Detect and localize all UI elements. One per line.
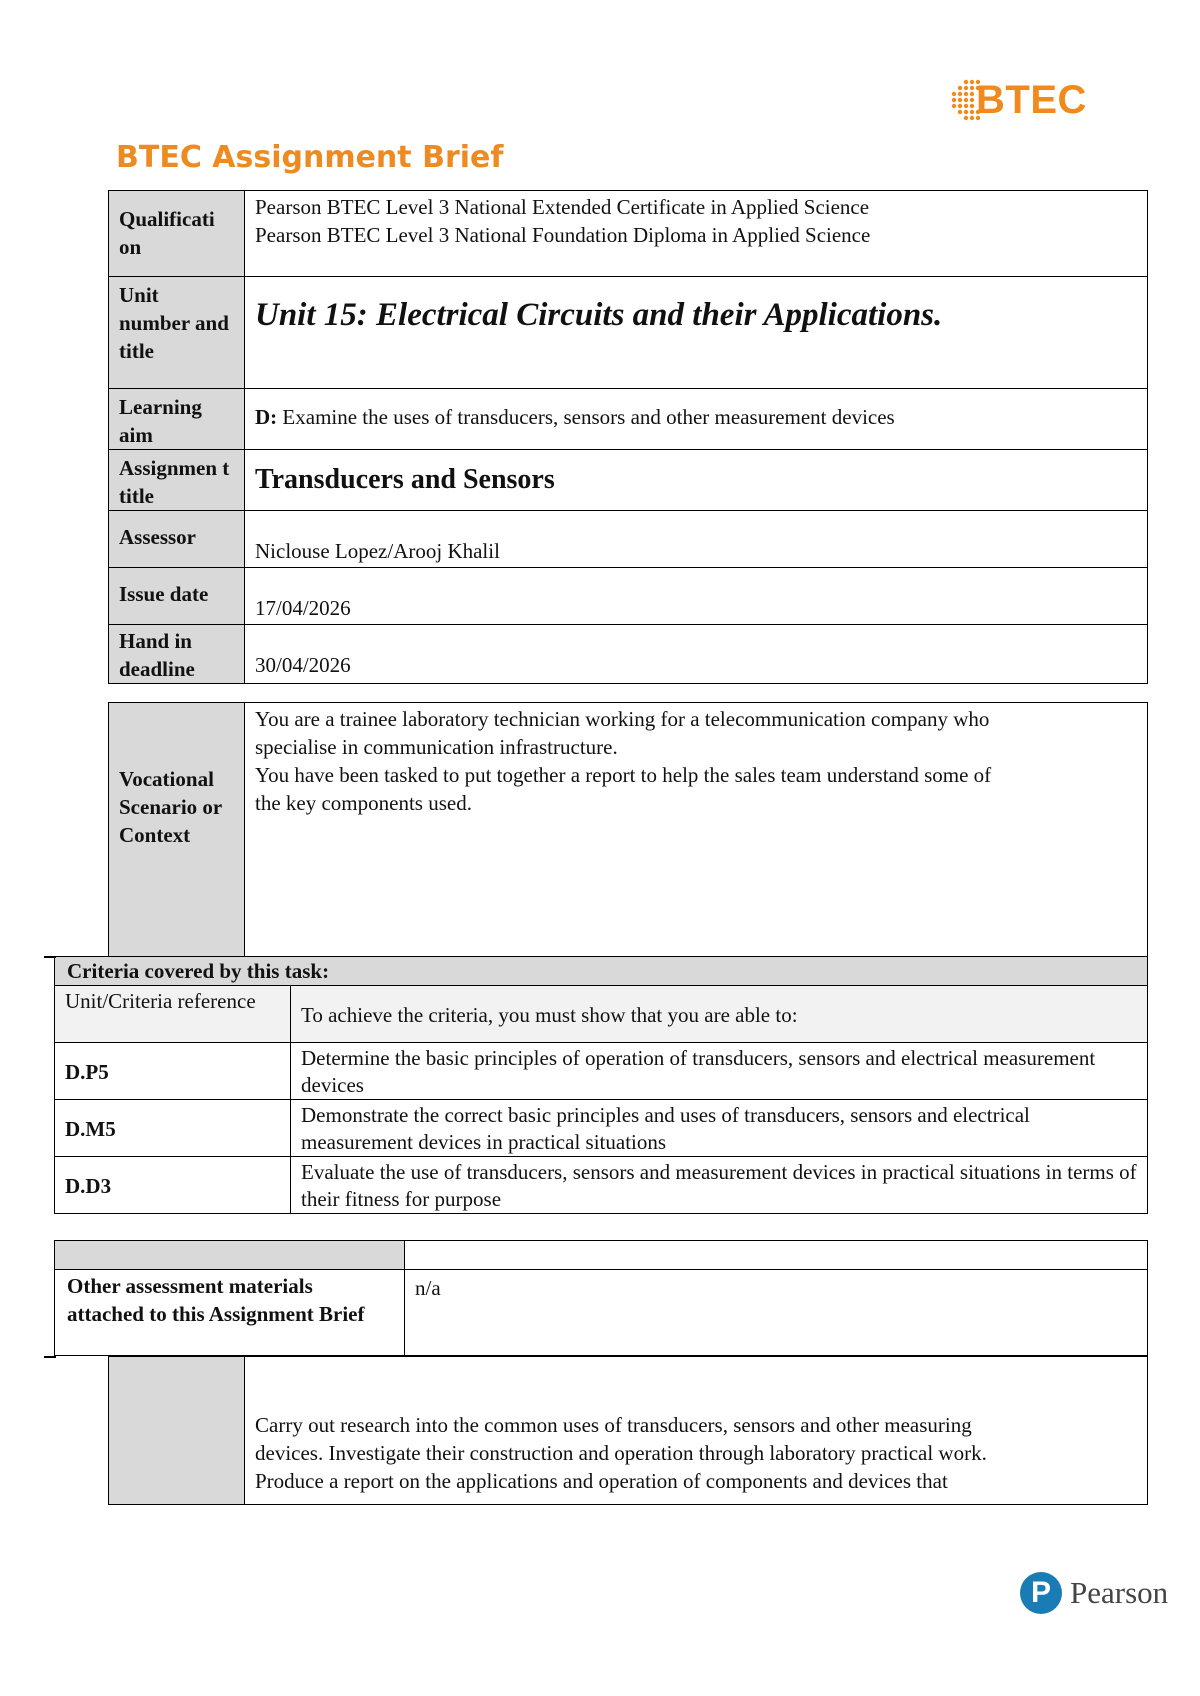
criteria-row [55,1157,1148,1214]
criteria-row [55,1100,1148,1157]
assignment-title-cell [245,450,1148,511]
unit-title: Unit 15: Electrical Circuits and their Applications. [245,277,1148,389]
task-table [108,1356,1148,1505]
task-line: Produce a report on the applications and operation of components and devices that [255,1469,948,1493]
margin-marker [44,1356,56,1358]
materials-row [55,1270,1148,1356]
margin-marker [44,956,56,958]
task-line: devices. Investigate their construction and operation through laboratory practical work. [255,1441,987,1465]
scenario-table [108,702,1148,957]
qualification-line: Pearson BTEC Level 3 National Extended Certificate in Applied Science [255,195,870,219]
assessor-label: Assessor [109,511,245,568]
pearson-logo-text: Pearson [1070,1575,1169,1610]
assessor-value: Niclouse Lopez/Arooj Khalil [245,511,1148,568]
criteria-col2-header: To achieve the criteria, you must show that you are able to: [291,986,1148,1043]
scenario-row [109,703,1148,957]
deadline-row [109,625,1148,684]
criteria-description: Evaluate the use of transducers, sensors and measurement devices in practical situations in terms of their fitness for purpose [291,1157,1148,1214]
unit-row [109,277,1148,389]
assessor-row [109,511,1148,568]
scenario-text [245,703,1148,957]
criteria-heading-bar [54,956,1148,985]
details-table [108,190,1148,684]
criteria-col1-header: Unit/Criteria reference [55,986,291,1043]
assignment-title-row [109,450,1148,511]
materials-spacer-row [55,1241,1148,1270]
criteria-code: D.P5 [55,1043,291,1100]
task-text [245,1357,1148,1505]
task-row [109,1357,1148,1505]
criteria-description: Demonstrate the correct basic principles and uses of transducers, sensors and electrical measurement devices in practical situations [291,1100,1148,1157]
materials-table [54,1240,1148,1356]
criteria-heading: Criteria covered by this task: [67,959,330,983]
scenario-line: You are a trainee laboratory technician working for a telecommunication company who [255,707,990,731]
criteria-header-row [55,986,1148,1043]
scenario-line: the key components used. [255,791,472,815]
btec-logo-text: BTEC [976,78,1087,122]
pearson-logo [1020,1570,1180,1618]
task-line: Carry out research into the common uses of transducers, sensors and other measuring [255,1413,972,1437]
materials-label: Other assessment materials attached to this Assignment Brief [55,1270,405,1356]
materials-value: n/a [405,1270,1148,1356]
learning-aim-prefix: D: [255,405,278,429]
deadline-value: 30/04/2026 [245,625,1148,684]
qualification-value [245,191,1148,277]
learning-aim-text: Examine the uses of transducers, sensors and other measurement devices [282,405,895,429]
issue-date-label: Issue date [109,568,245,625]
criteria-description: Determine the basic principles of operation of transducers, sensors and electrical measurement devices [291,1043,1148,1100]
unit-label: Unit number and title [109,277,245,389]
materials-spacer-label [55,1241,405,1270]
issue-date-value: 17/04/2026 [245,568,1148,625]
learning-aim-value [245,389,1148,450]
qualification-line: Pearson BTEC Level 3 National Foundation Diploma in Applied Science [255,223,871,247]
task-label [109,1357,245,1505]
learning-aim-label: Learning aim [109,389,245,450]
pearson-p-icon: P [1020,1572,1062,1614]
page-title: BTEC Assignment Brief [116,140,504,175]
scenario-line: You have been tasked to put together a report to help the sales team understand some of [255,763,992,787]
learning-aim-row [109,389,1148,450]
btec-logo [948,74,1098,126]
criteria-table [54,985,1148,1214]
deadline-label: Hand in deadline [109,625,245,684]
scenario-line: specialise in communication infrastructure. [255,735,618,759]
materials-spacer-value [405,1241,1148,1270]
scenario-label: Vocational Scenario or Context [109,703,245,957]
qualification-row [109,191,1148,277]
assignment-title-label: Assignmen t title [109,450,245,511]
criteria-code: D.D3 [55,1157,291,1214]
qualification-label: Qualificati on [109,191,245,277]
criteria-code: D.M5 [55,1100,291,1157]
criteria-row [55,1043,1148,1100]
issue-date-row [109,568,1148,625]
assignment-title: Transducers and Sensors [255,464,555,495]
